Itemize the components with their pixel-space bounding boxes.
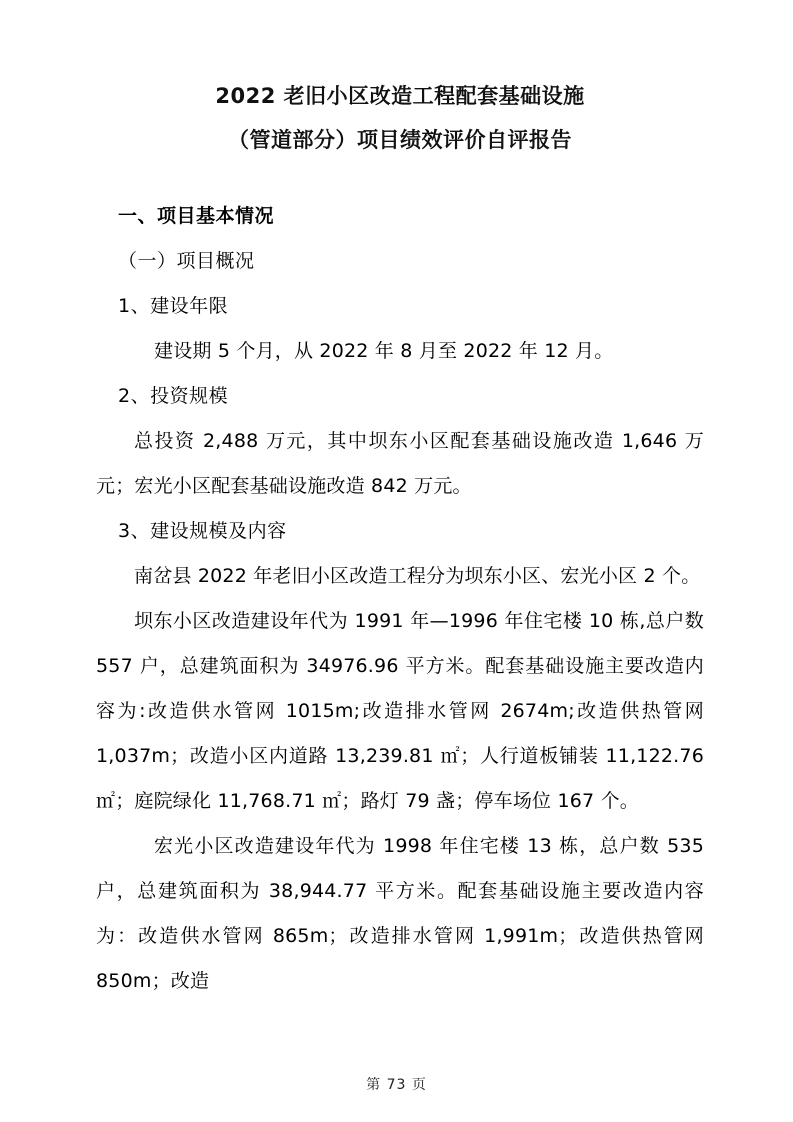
paragraph-badong-community: 坝东小区改造建设年代为 1991 年—1996 年住宅楼 10 栋,总户数 557 户，总建筑面积为 34976.96 平方米。配套基础设施主要改造内容为:改造供水管网 1015m;改造排水管网 2674m;改造供热管网 1,037m；改造小区内道路 13,239.81 ㎡；人行道板铺装 11,122.76 ㎡；庭院绿化 11,768.71 ㎡；路灯 79 盏；停车场位 167 个。 xyxy=(96,610,704,812)
title-spacer xyxy=(96,162,704,194)
page-number: 第 73 页 xyxy=(366,1077,427,1093)
item-heading-investment-scale: 2、投资规模 xyxy=(118,385,229,407)
paragraph-scope-intro: 南岔县 2022 年老旧小区改造工程分为坝东小区、宏光小区 2 个。 xyxy=(134,565,701,587)
page-title-line-1: 2022 老旧小区改造工程配套基础设施 xyxy=(215,84,585,108)
page-title xyxy=(96,74,704,162)
item-heading-construction-period: 1、建设年限 xyxy=(118,295,229,317)
subsection-heading-1-1: （一）项目概况 xyxy=(118,250,255,272)
paragraph-construction-period: 建设期 5 个月，从 2022 年 8 月至 2022 年 12 月。 xyxy=(154,340,614,362)
paragraph-investment-scale: 总投资 2,488 万元，其中坝东小区配套基础设施改造 1,646 万元；宏光小区配套基础设施改造 842 万元。 xyxy=(96,430,704,497)
document-body xyxy=(96,74,704,1004)
page-title-line-2: （管道部分）项目绩效评价自评报告 xyxy=(228,128,572,152)
item-heading-construction-scope: 3、建设规模及内容 xyxy=(118,520,287,542)
section-heading-1: 一、项目基本情况 xyxy=(118,205,275,227)
paragraph-hongguang-community: 宏光小区改造建设年代为 1998 年住宅楼 13 栋，总户数 535 户，总建筑面积为 38,944.77 平方米。配套基础设施主要改造内容为：改造供水管网 865m；改造排水管网 1,991m；改造供热管网 850m；改造 xyxy=(96,835,704,992)
